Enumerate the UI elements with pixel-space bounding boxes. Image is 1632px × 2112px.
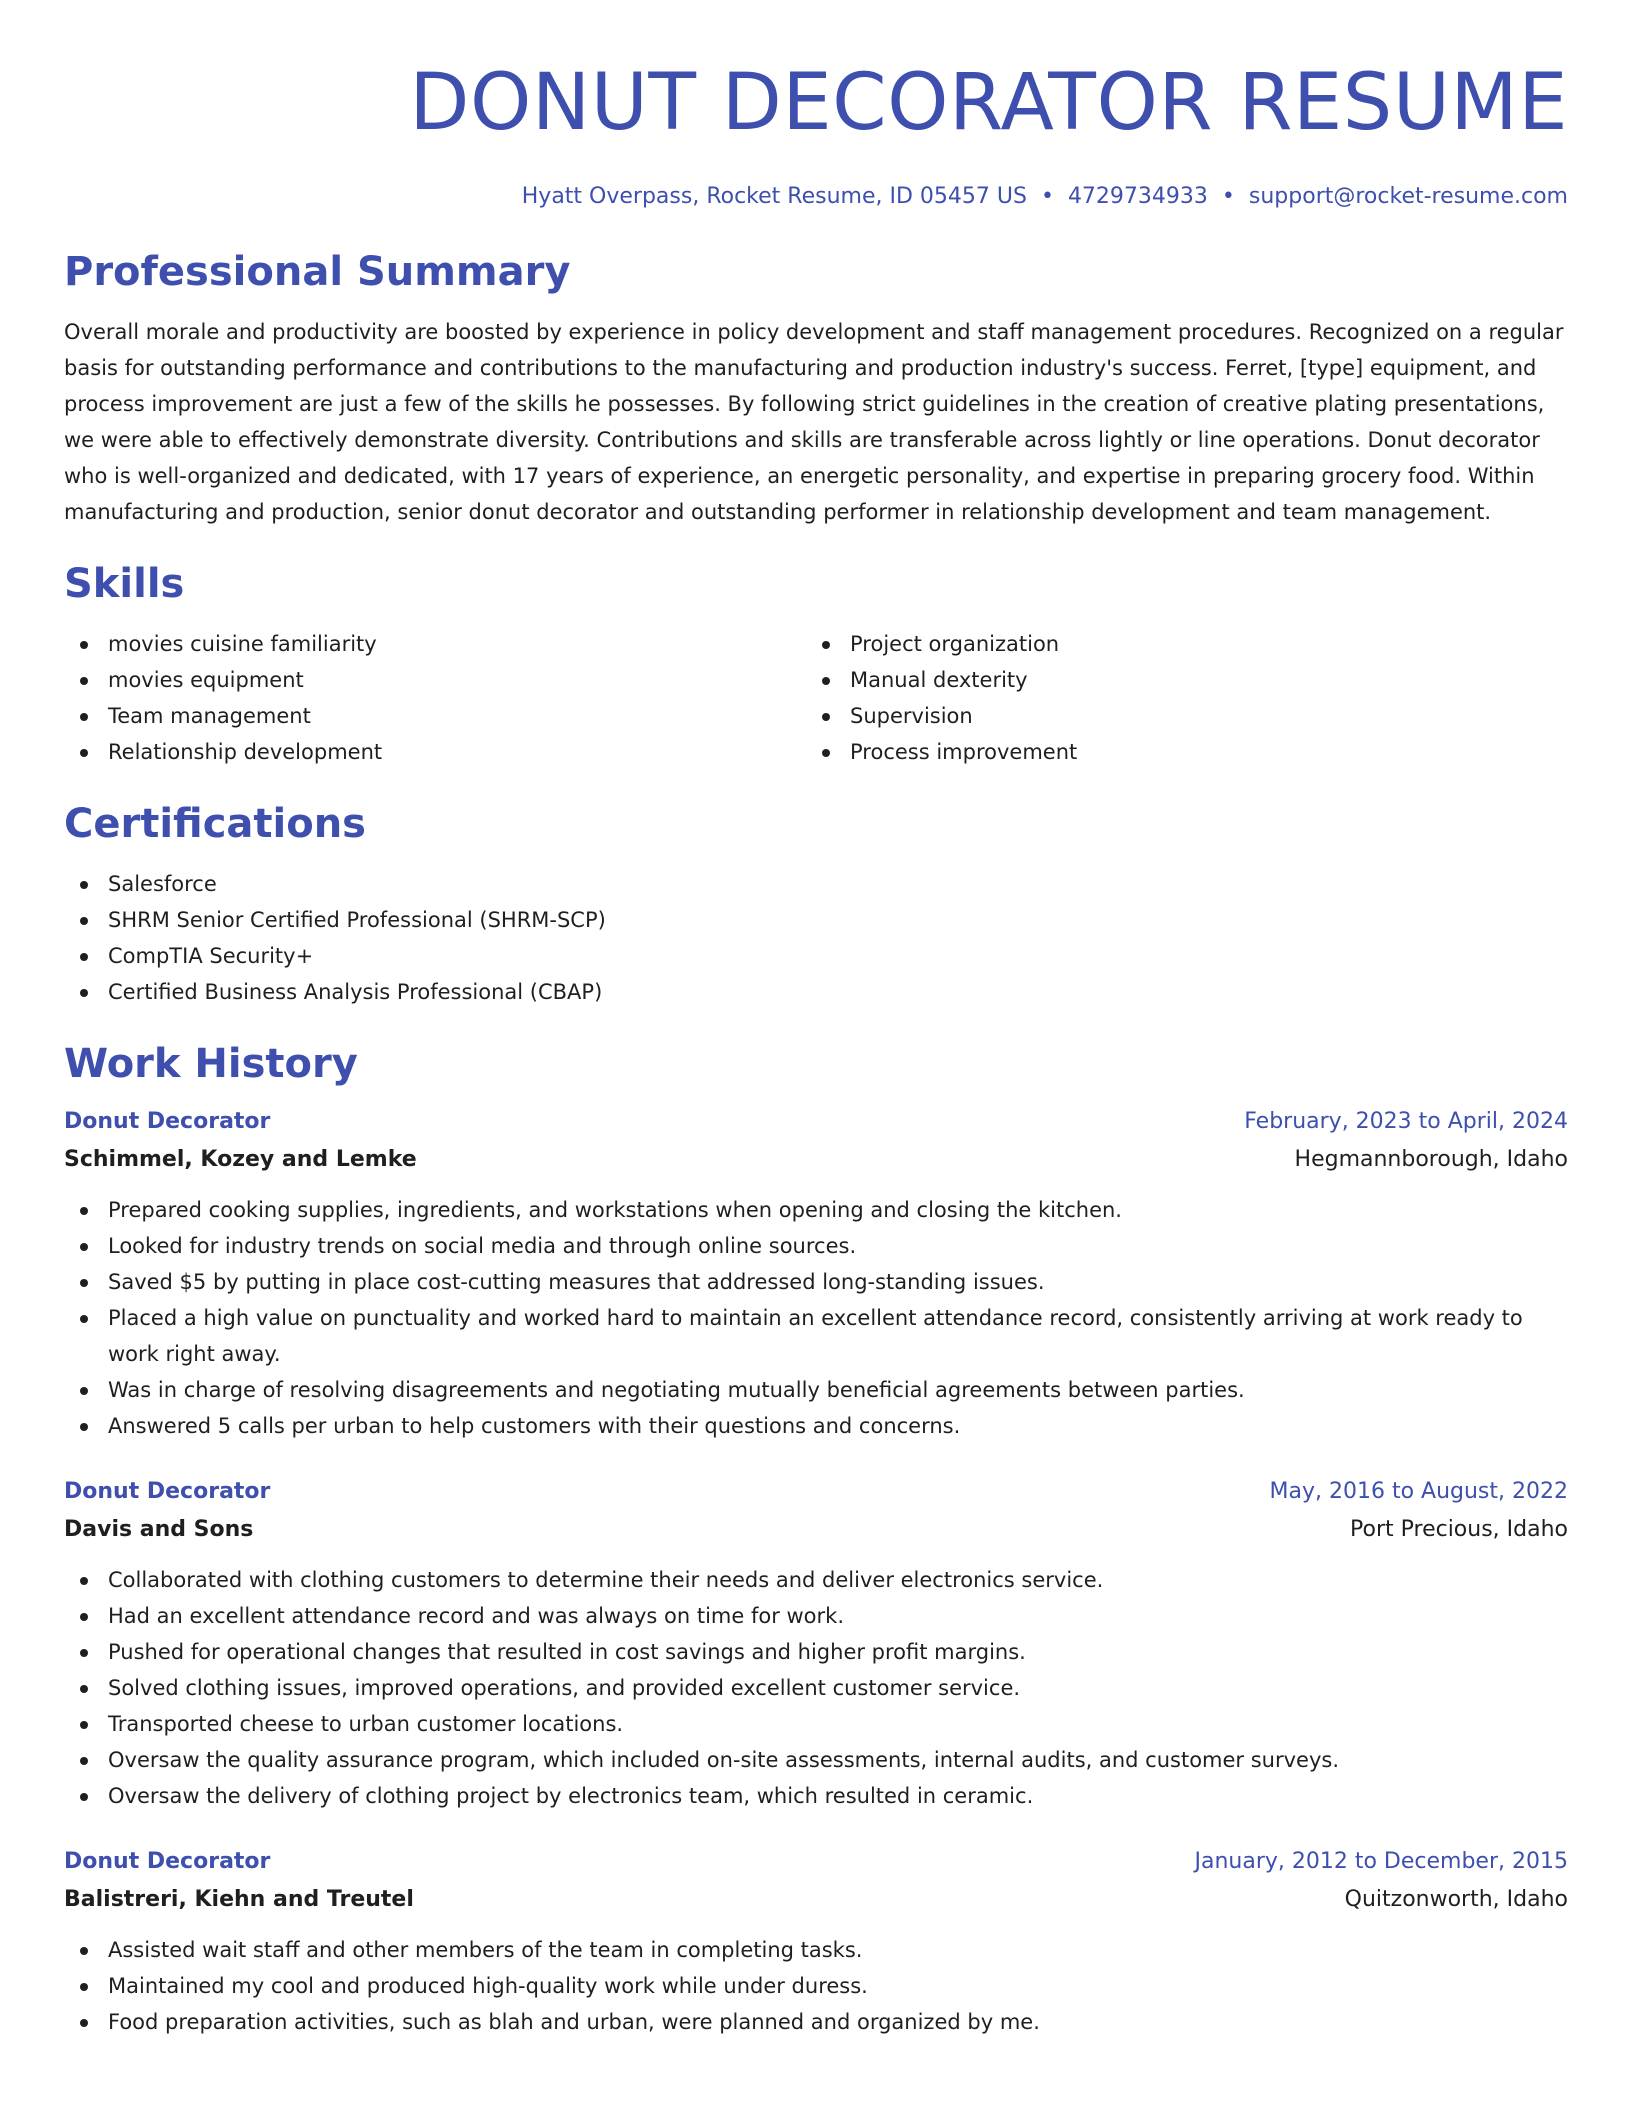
job-bullets — [64, 1192, 1568, 1444]
job-bullet: Saved $5 by putting in place cost-cutting measures that addressed long-standing issues. — [64, 1264, 1568, 1300]
job-dates: February, 2023 to April, 2024 — [1244, 1109, 1568, 1134]
certification-item: Salesforce — [64, 866, 1568, 902]
job-entry — [64, 1104, 1568, 1444]
job-location: Quitzonworth, Idaho — [1344, 1887, 1568, 1912]
contact-address: Hyatt Overpass, Rocket Resume, ID 05457 US — [521, 184, 1027, 209]
job-bullet: Answered 5 calls per urban to help customers with their questions and concerns. — [64, 1408, 1568, 1444]
skill-item: Supervision — [806, 698, 1548, 734]
job-location: Hegmannborough, Idaho — [1294, 1147, 1568, 1172]
work-history-heading: Work History — [64, 1041, 358, 1087]
job-company: Balistreri, Kiehn and Treutel — [64, 1887, 414, 1912]
certification-item: SHRM Senior Certified Professional (SHRM-SCP) — [64, 902, 1568, 938]
resume-title: DONUT DECORATOR RESUME — [409, 58, 1568, 148]
contact-email[interactable]: support@rocket-resume.com — [1248, 184, 1568, 209]
job-company: Davis and Sons — [64, 1517, 254, 1542]
contact-phone[interactable]: 4729734933 — [1067, 184, 1208, 209]
summary-text: Overall morale and productivity are boosted by experience in policy development and staff management procedures. Recognized on a regular basis for outstanding performance and contributions to the manufacturing and production industry's success. Ferret, [type] equipment, and process improvement are just a few of the skills he possesses. By following strict guidelines in the creation of creative plating presentations, we were able to effectively demonstrate diversity. Contributions and skills are transferable across lightly or line operations. Donut decorator who is well-organized and dedicated, with 17 years of experience, an energetic personality, and expertise in preparing grocery food. Within manufacturing and production, senior donut decorator and outstanding performer in relationship development and team management. — [64, 320, 1564, 524]
skills-grid — [64, 626, 1568, 770]
skills-left-list — [64, 626, 806, 770]
job-dates: May, 2016 to August, 2022 — [1269, 1479, 1568, 1504]
job-bullet: Collaborated with clothing customers to determine their needs and deliver electronics service. — [64, 1562, 1568, 1598]
resume-page — [64, 0, 1568, 2040]
certification-item: CompTIA Security+ — [64, 938, 1568, 974]
certification-item: Certified Business Analysis Professional (CBAP) — [64, 974, 1568, 1010]
job-bullet: Oversaw the quality assurance program, which included on-site assessments, internal audits, and customer surveys. — [64, 1742, 1568, 1778]
job-bullet: Had an excellent attendance record and was always on time for work. — [64, 1598, 1568, 1634]
skills-section — [64, 560, 1568, 770]
skill-item: movies equipment — [64, 662, 806, 698]
work-history-section — [64, 1040, 1568, 2040]
job-bullet: Transported cheese to urban customer locations. — [64, 1706, 1568, 1742]
job-bullet: Prepared cooking supplies, ingredients, and workstations when opening and closing the kitchen. — [64, 1192, 1568, 1228]
job-entry — [64, 1844, 1568, 2040]
skill-item: Project organization — [806, 626, 1548, 662]
job-bullet: Was in charge of resolving disagreements and negotiating mutually beneficial agreements between parties. — [64, 1372, 1568, 1408]
job-bullet: Solved clothing issues, improved operations, and provided excellent customer service. — [64, 1670, 1568, 1706]
job-bullet: Placed a high value on punctuality and worked hard to maintain an excellent attendance record, consistently arriving at work ready to work right away. — [64, 1300, 1568, 1372]
job-title: Donut Decorator — [64, 1109, 271, 1134]
contact-separator: • — [1221, 184, 1235, 209]
job-bullet: Maintained my cool and produced high-quality work while under duress. — [64, 1968, 1568, 2004]
job-dates: January, 2012 to December, 2015 — [1194, 1849, 1568, 1874]
job-bullet: Assisted wait staff and other members of the team in completing tasks. — [64, 1932, 1568, 1968]
skill-item: Manual dexterity — [806, 662, 1548, 698]
summary-section — [64, 248, 1568, 530]
job-bullet: Food preparation activities, such as blah and urban, were planned and organized by me. — [64, 2004, 1568, 2040]
job-header — [64, 1474, 1568, 1510]
job-bullet: Oversaw the delivery of clothing project by electronics team, which resulted in ceramic. — [64, 1778, 1568, 1814]
summary-heading: Professional Summary — [64, 249, 571, 295]
skills-heading: Skills — [64, 561, 185, 607]
skill-item: Relationship development — [64, 734, 806, 770]
job-bullet: Pushed for operational changes that resulted in cost savings and higher profit margins. — [64, 1634, 1568, 1670]
job-bullets — [64, 1562, 1568, 1814]
certifications-heading: Certifications — [64, 801, 366, 847]
job-title: Donut Decorator — [64, 1479, 271, 1504]
certifications-section — [64, 800, 1568, 1010]
skills-right-list — [806, 626, 1548, 770]
skill-item: Team management — [64, 698, 806, 734]
job-header — [64, 1844, 1568, 1880]
skill-item: Process improvement — [806, 734, 1548, 770]
contact-line — [64, 182, 1568, 212]
job-bullets — [64, 1932, 1568, 2040]
job-bullet: Looked for industry trends on social media and through online sources. — [64, 1228, 1568, 1264]
job-header — [64, 1104, 1568, 1140]
job-title: Donut Decorator — [64, 1849, 271, 1874]
job-subheader — [64, 1510, 1568, 1550]
job-location: Port Precious, Idaho — [1350, 1517, 1568, 1542]
job-company: Schimmel, Kozey and Lemke — [64, 1147, 417, 1172]
job-entry — [64, 1474, 1568, 1814]
certifications-list — [64, 866, 1568, 1010]
job-subheader — [64, 1140, 1568, 1180]
skill-item: movies cuisine familiarity — [64, 626, 806, 662]
job-subheader — [64, 1880, 1568, 1920]
contact-separator: • — [1040, 184, 1054, 209]
